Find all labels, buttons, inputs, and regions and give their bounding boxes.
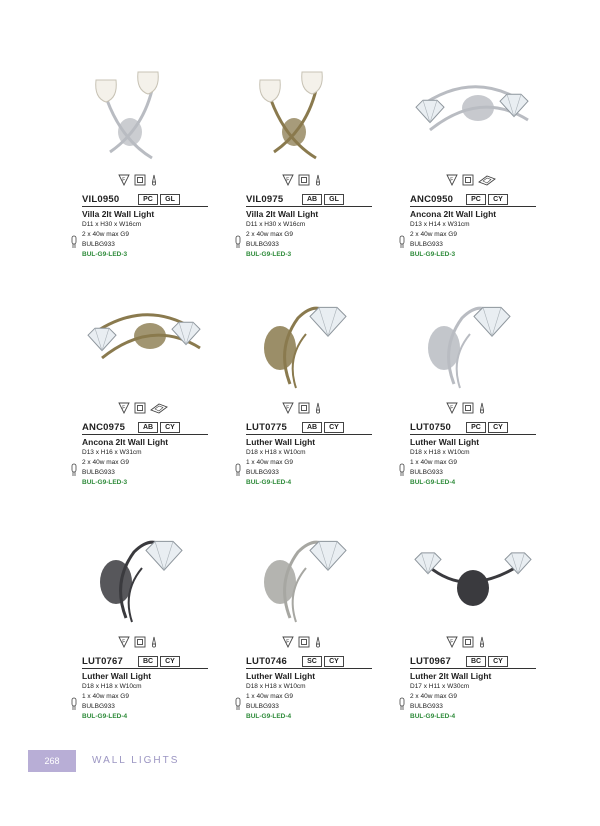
- svg-text:F: F: [286, 639, 290, 645]
- dimmable-bulb-icon: [478, 402, 486, 414]
- wall-light-illustration: [82, 60, 208, 170]
- product-specs: [246, 221, 372, 277]
- wall-light-illustration: [246, 522, 372, 632]
- product-code: VIL0975: [246, 194, 284, 205]
- product-code: VIL0950: [82, 194, 120, 205]
- bulb-code: BULBG933: [246, 469, 279, 476]
- dimmable-bulb-icon: [314, 636, 322, 648]
- product-card: [82, 60, 208, 258]
- finish-badge: AB: [302, 422, 322, 433]
- product-code: LUT0746: [246, 656, 288, 667]
- product-specs: [410, 221, 536, 277]
- product-image: [82, 288, 208, 398]
- bulb-spec: 1 x 40w max G9: [246, 459, 293, 466]
- product-specs: [410, 449, 536, 505]
- product-image: [246, 60, 372, 170]
- dimmable-bulb-icon: [478, 636, 486, 648]
- dimmable-bulb-icon: [150, 636, 158, 648]
- double-insulated-icon: [462, 636, 474, 648]
- product-card: [246, 522, 372, 720]
- product-title: Ancona 2lt Wall Light: [82, 437, 169, 447]
- compliance-icons: [446, 402, 510, 416]
- finish-badge: PC: [138, 194, 158, 205]
- finish-badge: CY: [160, 422, 180, 433]
- bulb-spec: 1 x 40w max G9: [82, 693, 129, 700]
- led-code: BUL-G9-LED-4: [82, 713, 128, 720]
- bulb-code: BULBG933: [410, 703, 443, 710]
- product-code-row: [82, 422, 208, 435]
- product-image: [82, 522, 208, 632]
- product-image: [410, 60, 536, 170]
- bulb-code: BULBG933: [246, 703, 279, 710]
- wall-plate: [282, 118, 306, 146]
- crystal-shade: [310, 541, 346, 570]
- bulb-code: BULBG933: [82, 703, 115, 710]
- product-title: Luther Wall Light: [246, 671, 316, 681]
- product-dimensions: D13 x H14 x W31cm: [410, 221, 470, 228]
- compliance-icons: [118, 402, 182, 416]
- bulb-code: BULBG933: [410, 469, 443, 476]
- led-code: BUL-G9-LED-3: [82, 479, 128, 486]
- product-title: Villa 2lt Wall Light: [82, 209, 155, 219]
- finish-badge: PC: [466, 422, 486, 433]
- product-specs: [82, 221, 208, 277]
- product-title: Luther Wall Light: [410, 437, 480, 447]
- product-code: LUT0767: [82, 656, 124, 667]
- product-image: [246, 288, 372, 398]
- finish-badge: AB: [138, 422, 158, 433]
- svg-text:F: F: [122, 639, 126, 645]
- crystal-shade: [146, 541, 182, 570]
- crystal-shade: [172, 322, 200, 344]
- product-card: [246, 288, 372, 486]
- double-insulated-icon: [134, 174, 146, 186]
- class-2-f-icon: [282, 402, 294, 414]
- wall-light-illustration: [82, 522, 208, 632]
- bulb-spec: 2 x 40w max G9: [410, 231, 457, 238]
- svg-text:F: F: [286, 177, 290, 183]
- product-specs: [82, 683, 208, 739]
- product-specs: [82, 449, 208, 505]
- glass-shade: [138, 72, 159, 94]
- wall-plate: [134, 323, 166, 349]
- product-code-row: [82, 194, 208, 207]
- wall-light-illustration: [410, 522, 536, 632]
- product-code: LUT0967: [410, 656, 452, 667]
- led-code: BUL-G9-LED-4: [246, 479, 292, 486]
- compliance-icons: [446, 636, 510, 650]
- product-code: ANC0975: [82, 422, 126, 433]
- bulb-spec: 1 x 40w max G9: [246, 693, 293, 700]
- finish-badge: CY: [488, 422, 508, 433]
- finish-badge: AB: [302, 194, 322, 205]
- product-card: [82, 522, 208, 720]
- glass-shade: [260, 80, 281, 102]
- crystal-shade: [88, 328, 116, 350]
- product-image: [410, 288, 536, 398]
- product-code: ANC0950: [410, 194, 454, 205]
- finish-badge: BC: [138, 656, 158, 667]
- product-specs: [410, 683, 536, 739]
- product-code-row: [410, 422, 536, 435]
- double-insulated-icon: [134, 636, 146, 648]
- product-image: [82, 60, 208, 170]
- product-code-row: [410, 194, 536, 207]
- wall-light-illustration: [246, 288, 372, 398]
- finish-badge: GL: [160, 194, 180, 205]
- product-code-row: [246, 194, 372, 207]
- bulb-code: BULBG933: [82, 241, 115, 248]
- class-2-f-icon: [446, 174, 458, 186]
- compliance-icons: [118, 174, 182, 188]
- finish-badge: SC: [302, 656, 322, 667]
- led-code: BUL-G9-LED-3: [82, 251, 128, 258]
- svg-text:F: F: [450, 639, 454, 645]
- product-code: LUT0750: [410, 422, 452, 433]
- svg-text:F: F: [286, 405, 290, 411]
- product-specs: [246, 683, 372, 739]
- bulb-code: BULBG933: [410, 241, 443, 248]
- finish-badge: CY: [324, 422, 344, 433]
- product-title: Luther Wall Light: [246, 437, 316, 447]
- flat-surface-icon: [478, 174, 496, 186]
- crystal-shade: [500, 94, 528, 116]
- product-card: [82, 288, 208, 486]
- bulb-icon: [398, 697, 408, 711]
- svg-text:F: F: [450, 405, 454, 411]
- bulb-spec: 2 x 40w max G9: [82, 459, 129, 466]
- product-dimensions: D13 x H16 x W31cm: [82, 449, 142, 456]
- product-dimensions: D17 x H11 x W30cm: [410, 683, 470, 690]
- product-card: [246, 60, 372, 258]
- product-code: LUT0775: [246, 422, 288, 433]
- product-title: Ancona 2lt Wall Light: [410, 209, 497, 219]
- double-insulated-icon: [462, 402, 474, 414]
- double-insulated-icon: [462, 174, 474, 186]
- bulb-code: BULBG933: [82, 469, 115, 476]
- bulb-icon: [398, 463, 408, 477]
- double-insulated-icon: [134, 402, 146, 414]
- product-dimensions: D18 x H18 x W10cm: [82, 683, 142, 690]
- product-card: [410, 60, 536, 258]
- bulb-icon: [70, 463, 80, 477]
- page-number: 268: [44, 756, 60, 766]
- glass-shade: [96, 80, 117, 102]
- bulb-icon: [70, 235, 80, 249]
- product-card: [410, 522, 536, 720]
- bulb-spec: 2 x 40w max G9: [246, 231, 293, 238]
- product-dimensions: D18 x H18 x W10cm: [410, 449, 470, 456]
- product-card: [410, 288, 536, 486]
- led-code: BUL-G9-LED-3: [410, 251, 456, 258]
- product-specs: [246, 449, 372, 505]
- bulb-spec: 2 x 40w max G9: [410, 693, 457, 700]
- product-code-row: [246, 656, 372, 669]
- finish-badge: CY: [488, 194, 508, 205]
- dimmable-bulb-icon: [314, 174, 322, 186]
- bulb-icon: [70, 697, 80, 711]
- product-dimensions: D18 x H18 x W10cm: [246, 449, 306, 456]
- class-2-f-icon: [282, 174, 294, 186]
- dimmable-bulb-icon: [314, 402, 322, 414]
- svg-text:F: F: [122, 405, 126, 411]
- wall-plate: [457, 570, 489, 606]
- led-code: BUL-G9-LED-4: [410, 479, 456, 486]
- compliance-icons: [118, 636, 182, 650]
- bulb-icon: [234, 235, 244, 249]
- double-insulated-icon: [298, 174, 310, 186]
- double-insulated-icon: [298, 636, 310, 648]
- finish-badge: BC: [466, 656, 486, 667]
- compliance-icons: [282, 174, 346, 188]
- finish-badge: CY: [324, 656, 344, 667]
- bulb-spec: 1 x 40w max G9: [410, 459, 457, 466]
- class-2-f-icon: [446, 636, 458, 648]
- wall-light-illustration: [246, 60, 372, 170]
- bulb-code: BULBG933: [246, 241, 279, 248]
- product-image: [246, 522, 372, 632]
- crystal-shade: [415, 553, 441, 574]
- crystal-shade: [310, 307, 346, 336]
- double-insulated-icon: [298, 402, 310, 414]
- page-number-tab: [28, 750, 76, 772]
- product-dimensions: D11 x H30 x W16cm: [246, 221, 306, 228]
- class-2-f-icon: [282, 636, 294, 648]
- led-code: BUL-G9-LED-4: [246, 713, 292, 720]
- product-code-row: [82, 656, 208, 669]
- class-2-f-icon: [118, 402, 130, 414]
- product-title: Luther 2lt Wall Light: [410, 671, 492, 681]
- wall-light-illustration: [410, 60, 536, 170]
- crystal-shade: [474, 307, 510, 336]
- compliance-icons: [282, 402, 346, 416]
- crystal-shade: [416, 100, 444, 122]
- svg-text:F: F: [122, 177, 126, 183]
- class-2-f-icon: [446, 402, 458, 414]
- finish-badge: CY: [160, 656, 180, 667]
- finish-badge: PC: [466, 194, 486, 205]
- finish-badge: GL: [324, 194, 344, 205]
- compliance-icons: [282, 636, 346, 650]
- bulb-spec: 2 x 40w max G9: [82, 231, 129, 238]
- dimmable-bulb-icon: [150, 174, 158, 186]
- led-code: BUL-G9-LED-4: [410, 713, 456, 720]
- product-image: [410, 522, 536, 632]
- product-dimensions: D11 x H30 x W16cm: [82, 221, 142, 228]
- class-2-f-icon: [118, 636, 130, 648]
- svg-text:F: F: [450, 177, 454, 183]
- wall-light-illustration: [410, 288, 536, 398]
- glass-shade: [302, 72, 323, 94]
- bulb-icon: [398, 235, 408, 249]
- section-title: WALL LIGHTS: [92, 755, 180, 766]
- led-code: BUL-G9-LED-3: [246, 251, 292, 258]
- product-code-row: [410, 656, 536, 669]
- wall-plate: [462, 95, 494, 121]
- product-code-row: [246, 422, 372, 435]
- wall-plate: [118, 118, 142, 146]
- class-2-f-icon: [118, 174, 130, 186]
- wall-light-illustration: [82, 288, 208, 398]
- finish-badge: CY: [488, 656, 508, 667]
- compliance-icons: [446, 174, 510, 188]
- product-title: Villa 2lt Wall Light: [246, 209, 319, 219]
- bulb-icon: [234, 697, 244, 711]
- product-title: Luther Wall Light: [82, 671, 152, 681]
- product-dimensions: D18 x H18 x W10cm: [246, 683, 306, 690]
- flat-surface-icon: [150, 402, 168, 414]
- bulb-icon: [234, 463, 244, 477]
